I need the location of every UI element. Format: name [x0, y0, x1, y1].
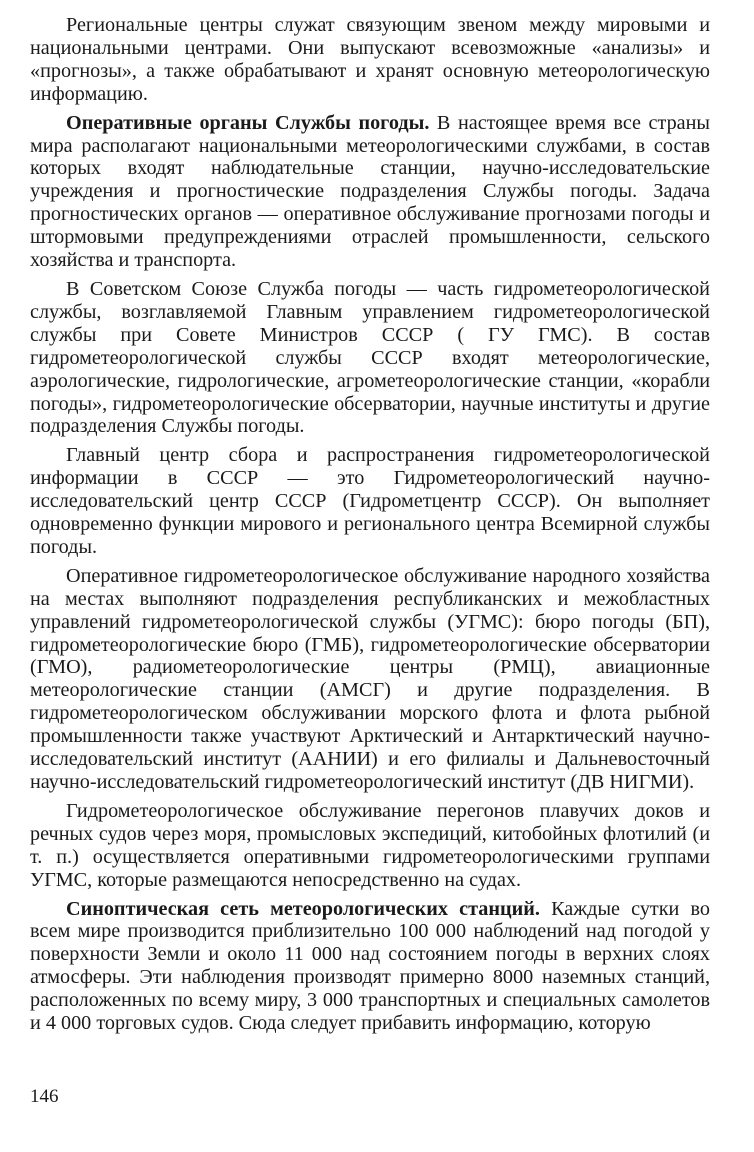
paragraph-lead: Синоптическая сеть метеорологических станций. [66, 897, 540, 920]
paragraph-regional-centers [30, 14, 710, 106]
page-number: 146 [30, 1086, 59, 1107]
paragraph-text: Гидрометеорологическое обслуживание перегонов плавучих доков и речных судов через моря, промысловых экспедиций, китобойных флотилий (и т. п.) осуществляется оперативными гидрометеорологическими группами УГМС, которые размещаются непосредственно на судах. [30, 799, 710, 891]
paragraph-synoptic-network [30, 898, 710, 1035]
paragraph-text: Оперативное гидрометеорологическое обслуживание народного хозяйства на местах выполняют подразделения республиканских и межобластных управлений гидрометеорологической службы (УГМС): бюро погоды (БП), гидрометеорологические бюро (ГМБ), гидрометеорологические обсерватории (ГМО), радиометеорологические центры (РМЦ), авиационные метеорологические станции (АМСГ) и другие подразделения. В гидрометеорологическом обслуживании морского флота и флота рыбной промышленности также участвуют Арктический и Антарктический научно-исследовательский институт (ААНИИ) и его филиалы и Дальневосточный научно-исследовательский гидрометеорологический институт (ДВ НИГМИ). [30, 564, 710, 793]
paragraph-text: В Советском Союзе Служба погоды — часть гидрометеорологической службы, возглавляемой Главным управлением гидрометеорологической службы при Совете Министров СССР ( ГУ ГМС). В состав гидрометеорологической службы СССР входят метеорологические, аэрологические, гидрологические, агрометеорологические станции, «корабли погоды», гидрометеорологические обсерватории, научные институты и другие подразделения Службы погоды. [30, 277, 710, 438]
paragraph-text: Региональные центры служат связующим звеном между мировыми и национальными центрами. Они выпускают всевозможные «анализы» и «прогнозы», а также обрабатывают и хранят основную метеорологическую информацию. [30, 14, 710, 105]
paragraph-text: Каждые сутки во всем мире производится приблизительно 100 000 наблюдений над погодой у поверхности Земли и около 11 000 над состоянием погоды в верхних слоях атмосферы. Эти наблюдения производят примерно 8000 наземных станций, расположенных по всему миру, 3 000 транспортных и специальных самолетов и 4 000 торговых судов. Сюда следует прибавить информацию, которую [30, 897, 710, 1035]
paragraph-text: В настоящее время все страны мира располагают национальными метеорологическими службами, в состав которых входят наблюдательные станции, научно-исследовательские учреждения и прогностические подразделения Службы погоды. Задача прогностических органов — оперативное обслуживание прогнозами погоды и штормовыми предупреждениями отраслей промышленности, сельского хозяйства и транспорта. [30, 111, 710, 272]
document-page [30, 14, 710, 1041]
paragraph-main-center [30, 444, 710, 559]
paragraph-operative-organs [30, 112, 710, 272]
paragraph-ship-service [30, 800, 710, 892]
paragraph-text: Главный центр сбора и распространения гидрометеорологической информации в СССР — это Гидрометеорологический научно-исследовательский центр СССР (Гидрометцентр СССР). Он выполняет одновременно функции мирового и регионального центра Всемирной службы погоды. [30, 444, 710, 558]
paragraph-soviet-service [30, 278, 710, 438]
paragraph-lead: Оперативные органы Службы погоды. [66, 111, 430, 134]
paragraph-local-service [30, 565, 710, 794]
